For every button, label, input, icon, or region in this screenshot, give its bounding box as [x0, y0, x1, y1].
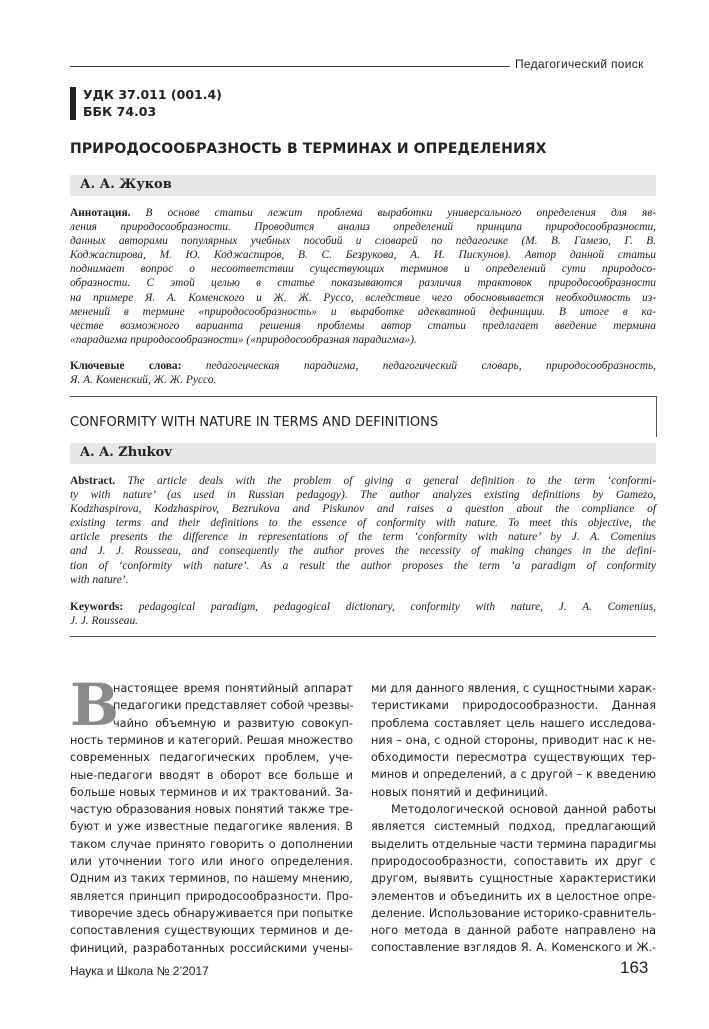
abstract-ru-line: на примере Я. А. Коменского и Ж. Ж. Руссо, вследствие чего обосновывается необходимость из-: [70, 291, 656, 304]
body-line: обходимости пересмотра существующих тер-: [371, 751, 656, 765]
keywords-label-en: Keywords:: [70, 601, 124, 613]
body-line: современных педагогических проблем, уче-: [70, 751, 353, 765]
body-line: другом, выявить сущностные характеристики: [371, 872, 656, 886]
abstract-ru-line: ления природосообразности. Проводится анализ определений принципа природосообразности,: [70, 221, 656, 234]
abstract-ru-line: данных авторами популярных учебных пособий и словарей по педагогике (М. В. Гамезо, Г. В.: [70, 235, 656, 248]
article-title-ru: ПРИРОДОСООБРАЗНОСТЬ В ТЕРМИНАХ И ОПРЕДЕЛЕНИЯХ: [70, 141, 547, 157]
body-line: проблема составляет цель нашего исследова-: [371, 716, 656, 730]
body-line: выделить отдельные части термина парадигмы: [371, 837, 657, 851]
abstract-en-line: tion of ‘conformity with nature’. As a result the author proposes the term ‘a paradigm of conformity: [70, 559, 656, 572]
body-line: сопоставления существующих терминов и де-: [70, 924, 353, 938]
section-divider: [70, 636, 656, 637]
keywords-en-line: J. J. Rousseau.: [70, 615, 139, 628]
body-line: ния – она, с одной стороны, приводит нас к не-: [371, 733, 656, 747]
abstract-ru-line: поднимает вопрос о несоответствии существующих терминов и определений сути природосо-: [70, 263, 656, 276]
body-left-indent: [113, 680, 353, 732]
bbk-code: ББК 74.03: [83, 104, 157, 119]
keywords-en: [70, 600, 656, 628]
body-line: или уточнении того или иного определения.: [70, 855, 353, 869]
abstract-ru-line: честве возможного варианта решения проблемы автор статьи предлагает введение термина: [70, 319, 656, 332]
header-rule: [70, 66, 510, 67]
abstract-en-line: Kodzhaspirova, Kodzhaspirov, Bezrukova and Piskunov and raises a question about the compliance of: [70, 503, 656, 516]
body-line: Одним из таких терминов, по нашему мнению,: [70, 872, 353, 886]
keywords-label-ru: Ключевые слова:: [70, 360, 182, 372]
body-right-column: [371, 680, 656, 957]
body-line: ные-педагоги вводят в оборот все больше и: [70, 768, 353, 782]
body-line: ного метода в данной работе направлено на: [371, 924, 656, 938]
body-line: деление. Использование историко-сравнитель-: [371, 906, 656, 920]
body-line: сопоставление взглядов Я. А. Коменского и Ж.-: [371, 941, 656, 955]
divider-end-mark: [656, 396, 657, 437]
abstract-ru: [70, 206, 656, 347]
body-line: является принцип природосообразности. Про-: [70, 889, 353, 903]
body-line: Методологической основой данной работы: [391, 803, 656, 817]
body-line: больше новых терминов и их трактований. За-: [70, 785, 353, 799]
body-line: буют и уже известные педагогике явления. В: [70, 820, 353, 834]
body-line: педагогики представляет собой чрезвы-: [113, 699, 354, 713]
keywords-ru-line: Я. А. Коменский, Ж. Ж. Руссо.: [70, 374, 217, 387]
body-line: частую образования новых понятий также тре-: [70, 803, 353, 817]
abstract-label-ru: Аннотация.: [70, 207, 131, 219]
body-line: природосообразности, сопоставить их друг с: [371, 854, 656, 868]
abstract-en-line: with nature’.: [70, 573, 129, 586]
journal-issue: Наука и Школа № 2’2017: [70, 964, 209, 978]
abstract-ru-line: Коджаспирова, М. Ю. Коджаспиров, В. С. Безрукова, А. И. Пискунов). Автор данной статьи: [70, 249, 656, 262]
abstract-ru-line: образности. С этой целью в статье показываются различия трактовок природосообразности: [70, 277, 656, 290]
classification-bar: [70, 87, 76, 120]
body-line: тиворечие здесь обнаруживается при попытке: [70, 906, 354, 920]
body-line: таком случае принято говорить о дополнении: [70, 837, 353, 851]
body-line: минов и определений, а с другой – к введению: [371, 768, 656, 782]
body-left-column: [70, 732, 353, 957]
keywords-en-line: Keywords: pedagogical paradigm, pedagogical dictionary, conformity with nature, J. A. Comenius,: [70, 601, 656, 613]
abstract-en-line: and J. J. Rousseau, and consequently the author proves the necessity of making changes in the defini-: [70, 545, 656, 558]
keywords-ru: [70, 359, 656, 387]
journal-section-title: Педагогический поиск: [515, 57, 644, 71]
abstract-en-line: article presents the difference in representations of the term ‘conformity with nature’ by J. A. Comenius: [70, 531, 656, 544]
abstract-en-line: existing terms and their definitions to the essence of conformity with nature. To meet this objective, the: [70, 517, 656, 530]
body-line: финиций, разработанных российскими учены-: [70, 941, 353, 955]
abstract-en-line: Abstract. The article deals with the problem of giving a general definition to the term ‘conformi-: [70, 475, 656, 487]
body-line: ность терминов и категорий. Решая множество: [70, 734, 353, 747]
body-line: настоящее время понятийный аппарат: [113, 682, 353, 695]
abstract-label-en: Abstract.: [70, 475, 116, 487]
udk-code: УДК 37.011 (001.4): [83, 87, 222, 102]
drop-cap: В: [70, 671, 120, 739]
page-number: 163: [620, 958, 649, 977]
abstract-ru-line: Аннотация. В основе статьи лежит проблема выработки универсального определения для яв-: [70, 207, 656, 219]
article-title-en: CONFORMITY WITH NATURE IN TERMS AND DEFINITIONS: [70, 415, 439, 430]
abstract-ru-line: «парадигма природосообразности» («природосообразная парадигма»).: [70, 333, 417, 346]
author-name-en: A. A. Zhukov: [80, 445, 172, 460]
keywords-ru-line: Ключевые слова: педагогическая парадигма, педагогический словарь, природосообразность,: [70, 360, 656, 372]
section-divider: [70, 396, 656, 397]
author-box-ru: [70, 175, 656, 196]
body-line: ми для данного явления, с сущностными харак-: [371, 682, 656, 695]
abstract-en: [70, 474, 656, 587]
abstract-en-line: ty with nature’ (as used in Russian pedagogy). The author analyzes existing definitions by Gamezo,: [70, 489, 656, 502]
abstract-ru-line: менений в термине «природосообразность» и выработке адекватной дефиниции. В итоге в ка-: [70, 305, 656, 318]
author-box-en: [70, 443, 656, 464]
body-line: является системный подход, предлагающий: [371, 820, 656, 834]
body-line: чайно объемную и развитую совокуп-: [113, 716, 353, 730]
body-line: элементов и объединить их в целостное опре-: [371, 889, 656, 903]
author-name-ru: А. А. Жуков: [80, 177, 172, 192]
body-line: новых понятий и дефиниций.: [371, 785, 548, 799]
body-line: теристиками природосообразности. Данная: [371, 699, 656, 713]
